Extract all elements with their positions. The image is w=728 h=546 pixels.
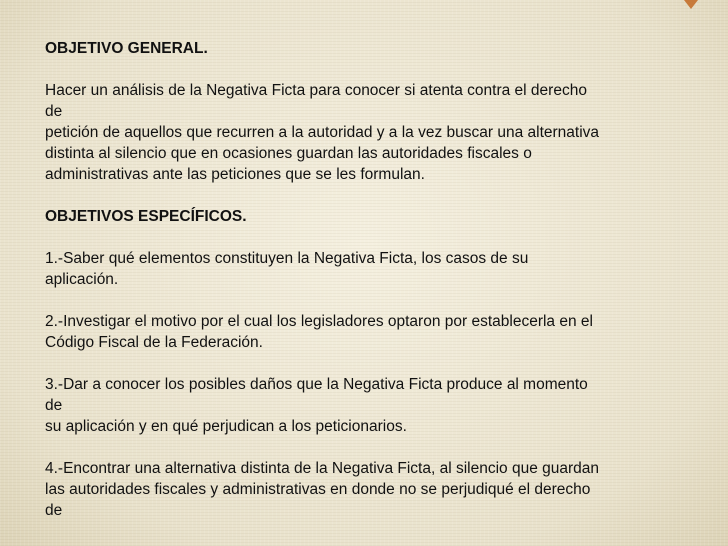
spacer: [45, 185, 705, 206]
heading-objetivos-especificos: OBJETIVOS ESPECÍFICOS.: [45, 208, 247, 225]
general-line-4: distinta al silencio que en ocasiones guardan las autoridades fiscales o: [45, 145, 532, 162]
general-objective-paragraph: [45, 80, 705, 185]
general-line-3: petición de aquellos que recurren a la autoridad y a la vez buscar una alternativa: [45, 124, 600, 141]
corner-accent-triangle: [684, 0, 698, 9]
objective-4-line-1: 4.-Encontrar una alternativa distinta de la Negativa Ficta, al silencio que guardan: [45, 460, 600, 477]
specific-objective-1: [45, 248, 705, 290]
objective-1-line-1: 1.-Saber qué elementos constituyen la Negativa Ficta, los casos de su: [45, 250, 529, 267]
specific-objective-3: [45, 374, 705, 437]
objective-3-line-2: de: [45, 397, 63, 414]
spacer: [45, 290, 705, 311]
objective-1-line-2: aplicación.: [45, 271, 119, 288]
slide-body: [45, 38, 705, 521]
general-line-5: administrativas ante las peticiones que se les formulan.: [45, 166, 425, 183]
spacer: [45, 353, 705, 374]
spacer: [45, 227, 705, 248]
objective-4-line-2: las autoridades fiscales y administrativas en donde no se perjudiqué el derecho: [45, 481, 591, 498]
specific-objective-2: [45, 311, 705, 353]
heading-objetivo-general: OBJETIVO GENERAL.: [45, 40, 208, 57]
objective-3-line-1: 3.-Dar a conocer los posibles daños que la Negativa Ficta produce al momento: [45, 376, 588, 393]
spacer: [45, 437, 705, 458]
general-line-1: Hacer un análisis de la Negativa Ficta para conocer si atenta contra el derecho: [45, 82, 587, 99]
objective-2-line-2: Código Fiscal de la Federación.: [45, 334, 263, 351]
objective-4-line-3: de: [45, 502, 63, 519]
objective-2-line-1: 2.-Investigar el motivo por el cual los legisladores optaron por establecerla en el: [45, 313, 593, 330]
objective-3-line-3: su aplicación y en qué perjudican a los peticionarios.: [45, 418, 407, 435]
specific-objective-4: [45, 458, 705, 521]
spacer: [45, 59, 705, 80]
general-line-2: de: [45, 103, 63, 120]
